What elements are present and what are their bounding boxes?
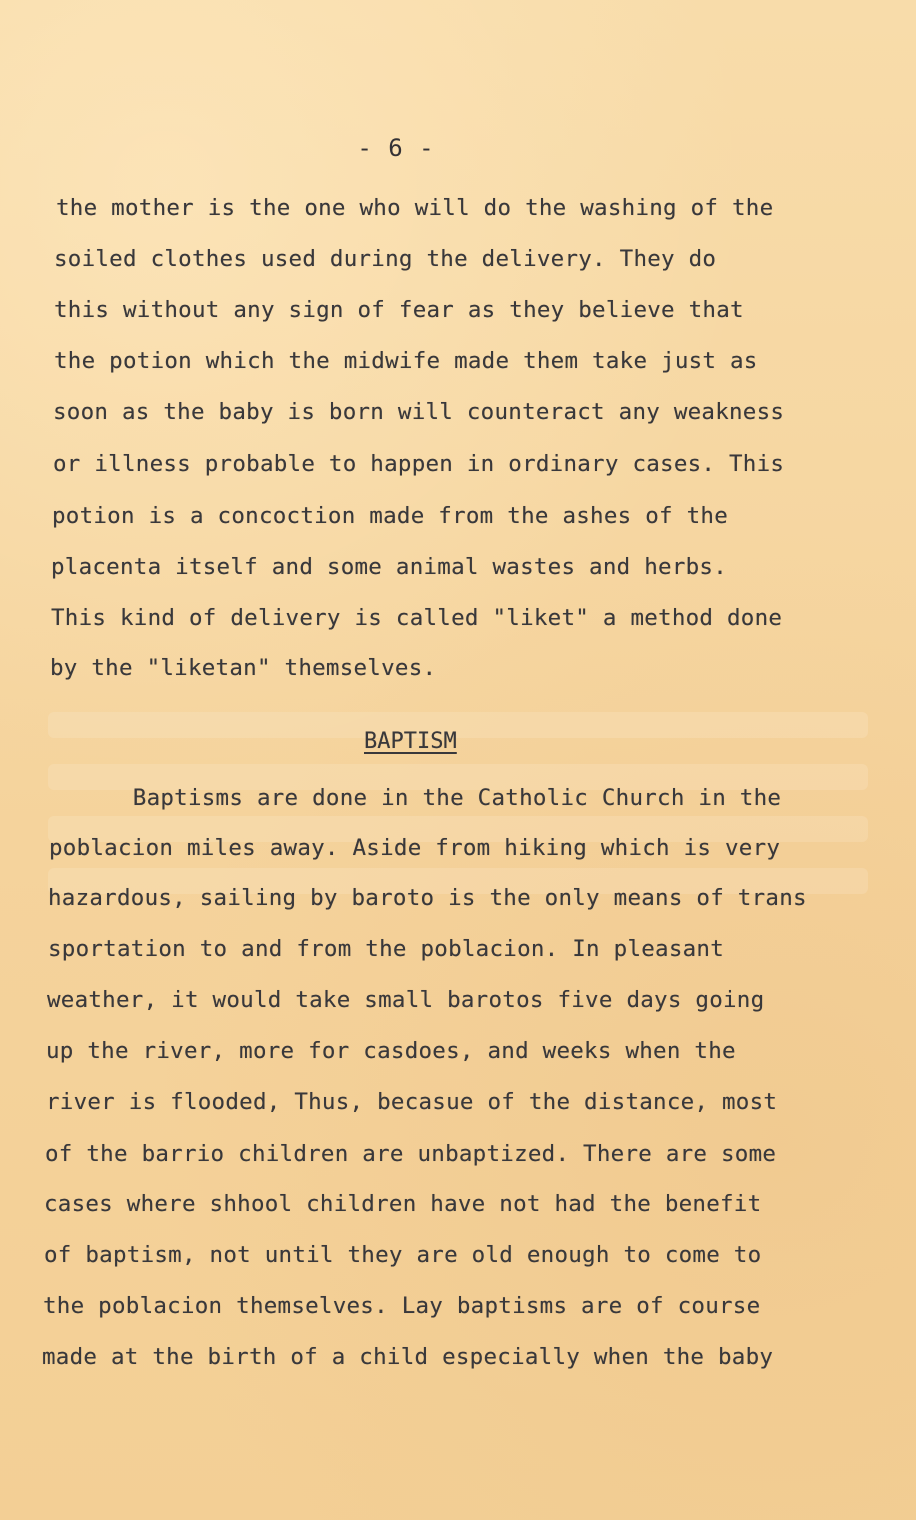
text-line-14: sportation to and from the poblacion. In pleasant [48,936,725,962]
text-line-6: or illness probable to happen in ordinary cases. This [53,451,785,477]
text-line-18: of the barrio children are unbaptized. There are some [45,1141,777,1167]
text-line-22: made at the birth of a child especially when the baby [42,1344,774,1370]
text-line-10: by the "liketan" themselves. [50,655,437,681]
text-line-19: cases where shhool children have not had the benefit [44,1191,762,1217]
text-line-15: weather, it would take small barotos five days going [47,987,765,1013]
text-line-11: Baptisms are done in the Catholic Church in the [50,785,782,811]
text-line-3: this without any sign of fear as they believe that [54,297,744,323]
text-line-13: hazardous, sailing by baroto is the only means of trans [48,885,807,911]
text-line-8: placenta itself and some animal wastes and herbs. [51,554,728,580]
text-line-17: river is flooded, Thus, becasue of the distance, most [46,1089,778,1115]
text-line-20: of baptism, not until they are old enough to come to [44,1242,762,1268]
text-line-16: up the river, more for casdoes, and weeks when the [46,1038,736,1064]
text-line-9: This kind of delivery is called "liket" a method done [51,605,783,631]
text-line-7: potion is a concoction made from the ashes of the [52,503,729,529]
section-heading-baptism: BAPTISM [364,729,457,754]
text-line-21: the poblacion themselves. Lay baptisms are of course [43,1293,761,1319]
text-line-4: the potion which the midwife made them take just as [54,348,758,374]
text-line-5: soon as the baby is born will counteract any weakness [53,399,785,425]
bleed-through-band [48,712,868,738]
text-line-2: soiled clothes used during the delivery. They do [54,246,717,272]
text-line-1: the mother is the one who will do the washing of the [56,195,774,221]
page-number: - 6 - [357,134,435,162]
text-line-12: poblacion miles away. Aside from hiking which is very [49,835,781,861]
